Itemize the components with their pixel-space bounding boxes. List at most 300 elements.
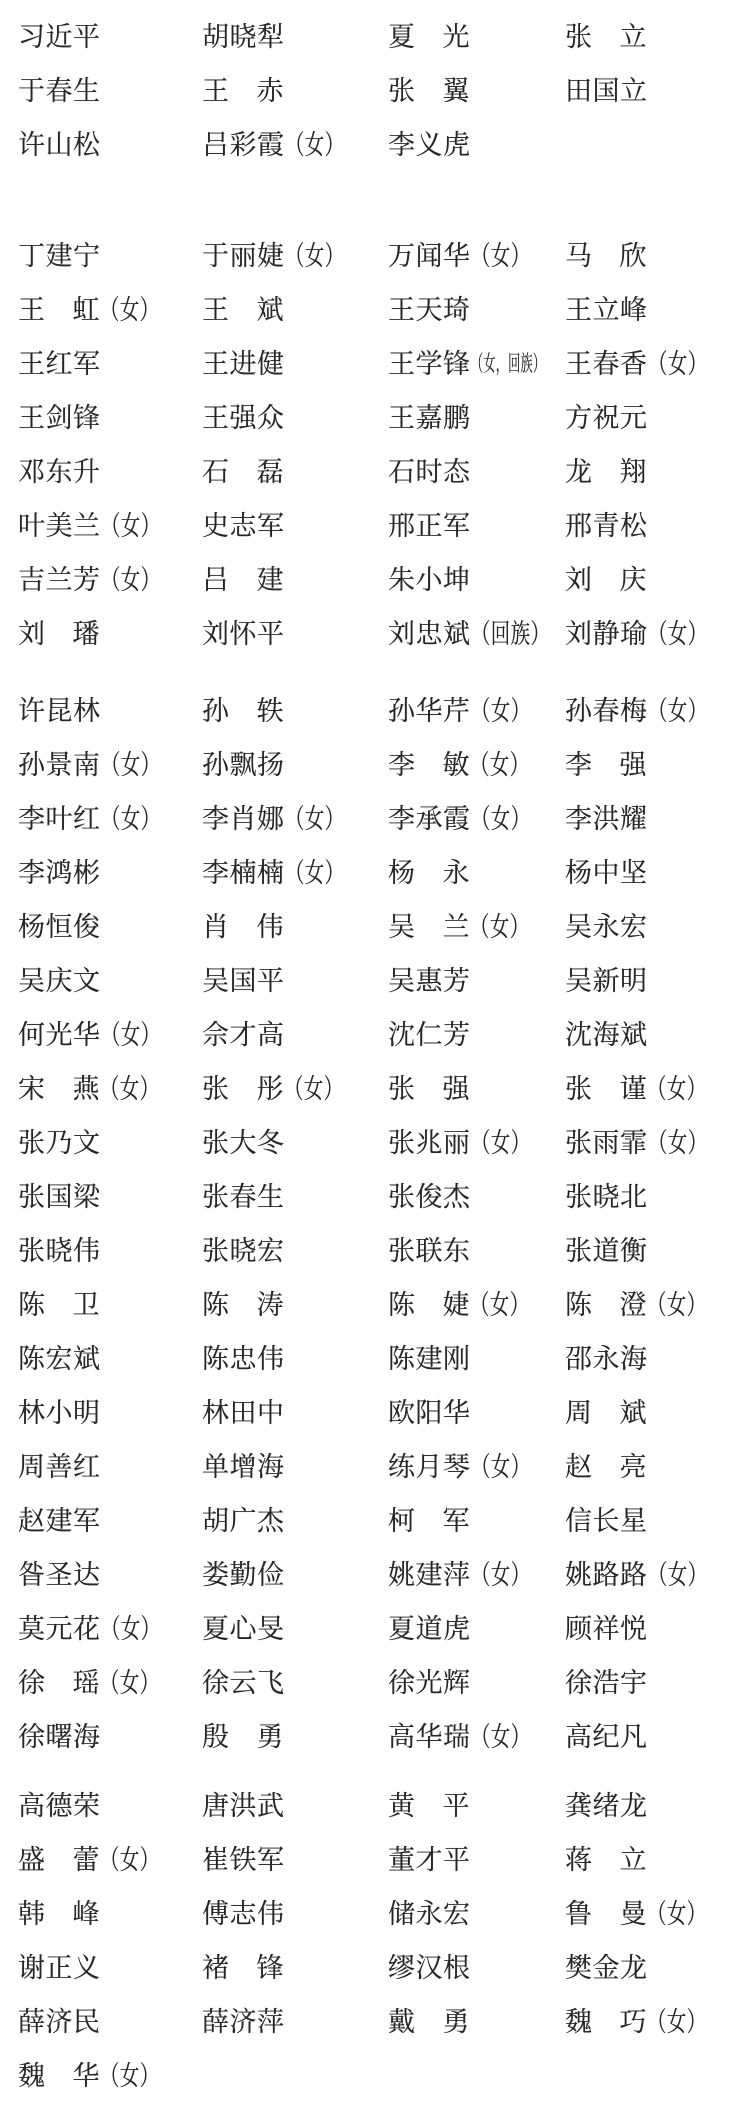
gender-ethnic-annotation: （女） [647,1899,707,1929]
name-cell [202,1170,388,1224]
gender-ethnic-annotation: （女） [647,1074,707,1104]
name-row [0,900,750,954]
person-name: 薛济民 [18,2007,101,2037]
name-cell [18,283,202,337]
person-name: 王 虹 [18,295,100,325]
name-row [0,1224,750,1278]
name-cell [202,283,388,337]
name-cell [388,1779,565,1833]
person-name: 叶美兰 [18,511,101,541]
name-cell [388,64,565,118]
name-cell [565,229,750,283]
person-name: 许山松 [18,130,101,160]
name-cell [202,738,388,792]
name-cell [388,1548,565,1602]
person-name: 李义虎 [388,130,471,160]
gender-ethnic-annotation: （女） [470,1128,530,1158]
name-cell [202,1494,388,1548]
name-cell [18,1833,202,1887]
name-cell [202,1386,388,1440]
name-cell [202,1548,388,1602]
name-cell [388,900,565,954]
name-cell [388,1386,565,1440]
person-name: 万闻华 [388,241,471,271]
name-cell [388,10,565,64]
name-cell [388,954,565,1008]
name-cell [18,1440,202,1494]
person-name: 孙 轶 [202,696,284,726]
person-name: 陈 澄 [565,1290,647,1320]
name-cell [565,846,750,900]
name-cell [18,1995,202,2049]
name-cell [202,337,388,391]
person-name: 邵永海 [565,1344,648,1374]
gender-ethnic-annotation: （女） [284,130,344,160]
person-name: 吴 兰 [388,912,470,942]
name-cell [18,118,202,172]
person-name: 吴国平 [202,966,285,996]
name-cell [18,954,202,1008]
person-name: 张 翼 [388,76,470,106]
person-name: 唐洪武 [202,1791,285,1821]
gender-ethnic-annotation: （女） [100,804,160,834]
gender-ethnic-annotation: （女） [647,696,707,726]
name-row [0,283,750,337]
person-name: 徐 瑶 [18,1668,100,1698]
person-name: 欧阳华 [388,1398,471,1428]
name-cell [202,607,388,661]
person-name: 王 赤 [202,76,284,106]
person-name: 娄勤俭 [202,1560,285,1590]
name-row [0,1386,750,1440]
name-row [0,229,750,283]
person-name: 李叶红 [18,804,101,834]
name-row [0,1494,750,1548]
gender-ethnic-annotation: （女） [100,295,160,325]
name-cell [202,1278,388,1332]
name-row [0,738,750,792]
name-cell [18,1656,202,1710]
person-name: 张大冬 [202,1128,285,1158]
person-name: 柯 军 [388,1506,470,1536]
name-cell [18,738,202,792]
name-cell [388,1224,565,1278]
person-name: 王天琦 [388,295,471,325]
name-cell [565,1170,750,1224]
person-name: 董才平 [388,1845,471,1875]
person-name: 薛济萍 [202,2007,285,2037]
name-cell [388,229,565,283]
name-cell [388,553,565,607]
name-section [0,10,750,172]
name-cell [565,1116,750,1170]
person-name: 刘怀平 [202,619,285,649]
name-row [0,1656,750,1710]
name-row [0,1941,750,1995]
person-name: 王学锋 [388,349,471,379]
person-name: 王立峰 [565,295,648,325]
name-cell [388,445,565,499]
person-name: 吴永宏 [565,912,648,942]
person-name: 单增海 [202,1452,285,1482]
gender-ethnic-annotation: （女） [647,619,707,649]
name-row [0,553,750,607]
name-cell [18,553,202,607]
gender-ethnic-annotation: （女） [647,2007,707,2037]
person-name: 邢正军 [388,511,471,541]
person-name: 吉兰芳 [18,565,101,595]
name-cell [18,2049,202,2103]
person-name: 孙春梅 [565,696,648,726]
person-name: 褚 锋 [202,1953,284,1983]
name-cell [565,1995,750,2049]
name-row [0,1995,750,2049]
person-name: 顾祥悦 [565,1614,648,1644]
person-name: 佘才高 [202,1020,285,1050]
name-cell [18,846,202,900]
person-name: 王进健 [202,349,285,379]
person-name: 周 斌 [565,1398,647,1428]
name-row [0,1332,750,1386]
name-cell [388,118,565,172]
person-name: 李楠楠 [202,858,285,888]
person-name: 魏 巧 [565,2007,647,2037]
name-cell [565,1062,750,1116]
name-cell [202,1224,388,1278]
person-name: 沈仁芳 [388,1020,471,1050]
gender-ethnic-annotation: （女） [284,241,344,271]
name-cell [388,1062,565,1116]
name-cell [388,607,565,661]
person-name: 吴庆文 [18,966,101,996]
person-name: 邓东升 [18,457,101,487]
name-cell [18,900,202,954]
person-name: 肖 伟 [202,912,284,942]
person-name: 张雨霏 [565,1128,648,1158]
name-row [0,607,750,661]
name-row [0,1710,750,1764]
name-section [0,1779,750,2103]
person-name: 张道衡 [565,1236,648,1266]
name-cell [388,792,565,846]
name-cell [388,2049,565,2103]
person-name: 傅志伟 [202,1899,285,1929]
name-row [0,1116,750,1170]
name-cell [202,118,388,172]
name-cell [18,1116,202,1170]
person-name: 谢正义 [18,1953,101,1983]
person-name: 吴新明 [565,966,648,996]
person-name: 陈建刚 [388,1344,471,1374]
name-cell [202,391,388,445]
name-cell [202,1887,388,1941]
gender-ethnic-annotation: （女） [470,696,530,726]
name-row [0,2049,750,2103]
name-row [0,684,750,738]
name-row [0,846,750,900]
name-cell [565,2049,750,2103]
name-cell [18,1710,202,1764]
person-name: 陈宏斌 [18,1344,101,1374]
person-name: 张 谨 [565,1074,647,1104]
person-name: 田国立 [565,76,648,106]
name-cell [18,391,202,445]
name-row [0,1440,750,1494]
name-cell [18,64,202,118]
name-cell [565,1386,750,1440]
gender-ethnic-annotation: （女） [100,1614,160,1644]
name-section [0,229,750,661]
gender-ethnic-annotation: （女） [647,1128,707,1158]
name-cell [18,1224,202,1278]
person-name: 王 斌 [202,295,284,325]
person-name: 王红军 [18,349,101,379]
person-name: 习近平 [18,22,101,52]
name-cell [388,738,565,792]
name-cell [18,499,202,553]
gender-ethnic-annotation: （女） [470,750,530,780]
name-cell [565,1278,750,1332]
person-name: 张 强 [388,1074,470,1104]
name-cell [388,499,565,553]
person-name: 马 欣 [565,241,647,271]
person-name: 于春生 [18,76,101,106]
name-cell [565,10,750,64]
name-cell [565,792,750,846]
name-cell [18,607,202,661]
person-name: 蒋 立 [565,1845,647,1875]
person-name: 刘 璠 [18,619,100,649]
name-cell [202,1779,388,1833]
person-name: 高纪凡 [565,1722,648,1752]
gender-ethnic-annotation: （女） [100,1020,160,1050]
name-cell [202,445,388,499]
name-cell [202,1440,388,1494]
gender-ethnic-annotation: （女） [284,1074,344,1104]
name-cell [202,1116,388,1170]
person-name: 吕 建 [202,565,284,595]
name-cell [388,1710,565,1764]
gender-ethnic-annotation: （女） [470,1560,530,1590]
name-cell [202,2049,388,2103]
name-cell [202,1995,388,2049]
person-name: 杨 永 [388,858,470,888]
person-name: 宋 燕 [18,1074,100,1104]
person-name: 沈海斌 [565,1020,648,1050]
person-name: 吕彩霞 [202,130,285,160]
name-cell [18,1887,202,1941]
name-cell [565,1332,750,1386]
person-name: 昝圣达 [18,1560,101,1590]
person-name: 赵建军 [18,1506,101,1536]
name-cell [565,1941,750,1995]
name-row [0,1887,750,1941]
name-cell [565,738,750,792]
person-name: 丁建宁 [18,241,101,271]
person-name: 盛 蕾 [18,1845,100,1875]
name-cell [18,1494,202,1548]
name-cell [202,1062,388,1116]
name-cell [388,1656,565,1710]
name-cell [388,1332,565,1386]
person-name: 李鸿彬 [18,858,101,888]
name-cell [565,553,750,607]
name-cell [388,684,565,738]
person-name: 刘忠斌 [388,619,471,649]
person-name: 孙飘扬 [202,750,285,780]
gender-ethnic-annotation: （女） [100,2061,160,2091]
person-name: 徐光辉 [388,1668,471,1698]
person-name: 许昆林 [18,696,101,726]
gender-ethnic-annotation: （女，回族） [470,351,545,376]
person-name: 朱小坤 [388,565,471,595]
person-name: 吴惠芳 [388,966,471,996]
gender-ethnic-annotation: （女） [470,1722,530,1752]
name-cell [388,1494,565,1548]
person-name: 李肖娜 [202,804,285,834]
name-cell [388,1995,565,2049]
person-name: 陈 涛 [202,1290,284,1320]
person-name: 鲁 曼 [565,1899,647,1929]
name-cell [565,64,750,118]
name-row [0,1170,750,1224]
name-cell [202,954,388,1008]
person-name: 杨恒俊 [18,912,101,942]
person-name: 陈 卫 [18,1290,100,1320]
person-name: 张晓宏 [202,1236,285,1266]
name-row [0,10,750,64]
name-cell [388,1887,565,1941]
person-name: 刘静瑜 [565,619,648,649]
name-cell [565,1224,750,1278]
name-cell [18,10,202,64]
name-cell [565,1440,750,1494]
gender-ethnic-annotation: （女） [100,750,160,780]
name-cell [565,391,750,445]
name-cell [565,1602,750,1656]
name-cell [565,445,750,499]
name-cell [565,1656,750,1710]
person-name: 徐浩宇 [565,1668,648,1698]
name-cell [565,499,750,553]
name-row [0,445,750,499]
person-name: 石 磊 [202,457,284,487]
name-cell [18,1548,202,1602]
person-name: 夏道虎 [388,1614,471,1644]
person-name: 王春香 [565,349,648,379]
name-cell [202,1656,388,1710]
person-name: 方祝元 [565,403,648,433]
gender-ethnic-annotation: （女） [100,1074,160,1104]
person-name: 缪汉根 [388,1953,471,1983]
name-row [0,954,750,1008]
person-name: 李 强 [565,750,647,780]
gender-ethnic-annotation: （女） [470,1290,530,1320]
name-cell [18,445,202,499]
person-name: 龚绪龙 [565,1791,648,1821]
gender-ethnic-annotation: （女） [470,1452,530,1482]
name-cell [565,1779,750,1833]
person-name: 徐云飞 [202,1668,285,1698]
person-name: 何光华 [18,1020,101,1050]
name-cell [18,1779,202,1833]
name-cell [388,846,565,900]
name-cell [18,1602,202,1656]
name-cell [388,1278,565,1332]
person-name: 张晓伟 [18,1236,101,1266]
name-row [0,1602,750,1656]
name-cell [202,1008,388,1062]
gender-ethnic-annotation: （回族） [470,619,550,649]
name-cell [388,391,565,445]
name-cell [565,1548,750,1602]
name-cell [202,229,388,283]
name-cell [202,684,388,738]
name-row [0,499,750,553]
name-cell [388,337,565,391]
person-name: 陈忠伟 [202,1344,285,1374]
name-cell [388,1116,565,1170]
name-cell [565,607,750,661]
name-cell [18,792,202,846]
name-cell [202,900,388,954]
name-cell [18,1062,202,1116]
person-name: 张兆丽 [388,1128,471,1158]
person-name: 于丽婕 [202,241,285,271]
person-name: 刘 庆 [565,565,647,595]
person-name: 张国梁 [18,1182,101,1212]
name-cell [565,1008,750,1062]
name-cell [18,684,202,738]
person-name: 莫元花 [18,1614,101,1644]
gender-ethnic-annotation: （女） [470,241,530,271]
person-name: 储永宏 [388,1899,471,1929]
person-name: 崔铁军 [202,1845,285,1875]
name-row [0,1062,750,1116]
person-name: 张联东 [388,1236,471,1266]
name-cell [388,1833,565,1887]
name-row [0,792,750,846]
name-cell [18,229,202,283]
person-name: 陈 婕 [388,1290,470,1320]
name-cell [202,553,388,607]
person-name: 史志军 [202,511,285,541]
person-name: 殷 勇 [202,1722,284,1752]
person-name: 杨中坚 [565,858,648,888]
person-name: 高德荣 [18,1791,101,1821]
name-cell [202,1710,388,1764]
person-name: 姚建萍 [388,1560,471,1590]
name-cell [388,1170,565,1224]
name-cell [565,684,750,738]
person-name: 张 立 [565,22,647,52]
name-row [0,1278,750,1332]
name-cell [202,64,388,118]
name-row [0,1008,750,1062]
gender-ethnic-annotation: （女） [647,1560,707,1590]
person-name: 林田中 [202,1398,285,1428]
name-cell [18,1386,202,1440]
name-cell [202,499,388,553]
person-name: 赵 亮 [565,1452,647,1482]
gender-ethnic-annotation: （女） [100,1668,160,1698]
person-name: 李承霞 [388,804,471,834]
name-cell [18,337,202,391]
person-name: 姚路路 [565,1560,648,1590]
person-name: 李洪耀 [565,804,648,834]
gender-ethnic-annotation: （女） [100,565,160,595]
name-row [0,1833,750,1887]
